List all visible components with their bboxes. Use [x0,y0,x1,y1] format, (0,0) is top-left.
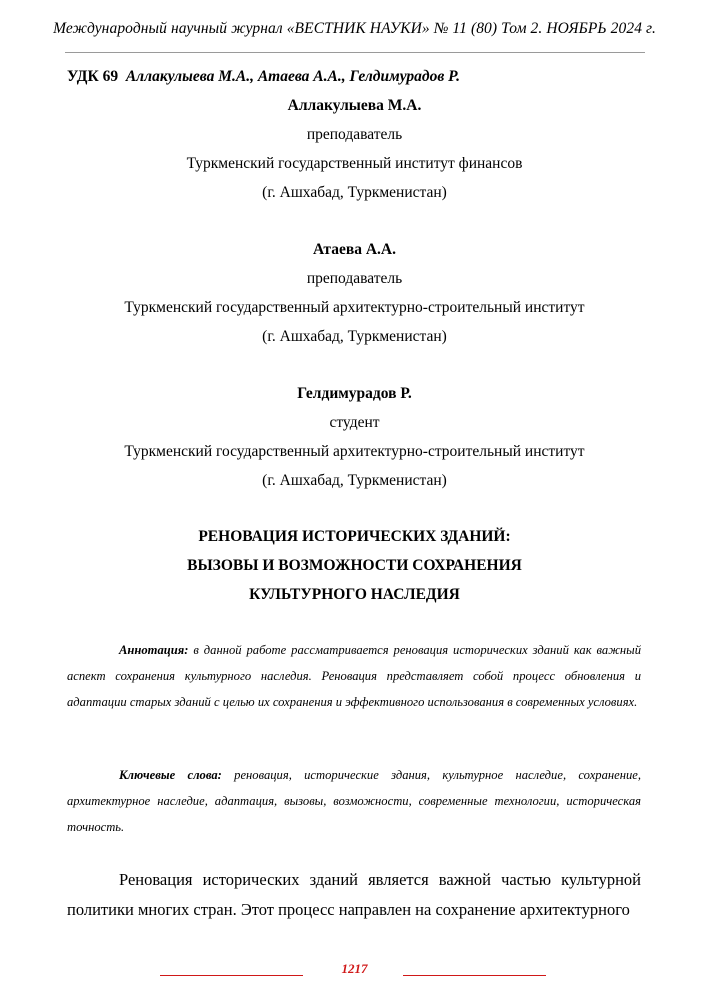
article-title-line: ВЫЗОВЫ И ВОЗМОЖНОСТИ СОХРАНЕНИЯ [187,557,522,574]
udk-line [67,68,460,86]
header-rule [65,52,645,53]
body-paragraph [67,865,641,925]
author-name: Аллакулыева М.А. [287,97,422,114]
author-institution: Туркменский государственный архитектурно-строительный институт [124,299,585,316]
author-position: студент [329,414,380,431]
author-institution: Туркменский государственный архитектурно-строительный институт [124,443,585,460]
abstract-label: Аннотация: [119,643,189,657]
footer-rule-right [403,975,546,976]
udk-authors: Аллакулыева М.А., Атаева А.А., Гелдимурадов Р. [125,68,460,85]
author-name: Атаева А.А. [313,241,396,258]
abstract [67,637,641,715]
author-location: (г. Ашхабад, Туркменистан) [262,184,447,201]
article-title-line: КУЛЬТУРНОГО НАСЛЕДИЯ [249,586,460,603]
author-position: преподаватель [306,126,403,143]
keywords-label: Ключевые слова: [119,768,222,782]
author-position: преподаватель [306,270,403,287]
running-header: Международный научный журнал «ВЕСТНИК НАУКИ» № 11 (80) Том 2. НОЯБРЬ 2024 г. [53,20,656,37]
author-name: Гелдимурадов Р. [297,385,412,402]
author-institution: Туркменский государственный институт финансов [186,155,523,172]
body-paragraph-text: Реновация исторических зданий является важной частью культурной политики многих стран. Этот процесс направлен на сохранение архитектурного [67,870,641,919]
keywords-text: реновация, исторические здания, культурное наследие, сохранение, архитектурное наследие, адаптация, вызовы, возможности, современные технологии, историческая точность. [67,768,641,834]
abstract-text: в данной работе рассматривается реновация исторических зданий как важный аспект сохранения культурного наследия. Реновация представляет собой процесс обновления и адаптации старых зданий с целью их сохранения и эффективного использования в современных условиях. [67,643,641,709]
author-location: (г. Ашхабад, Туркменистан) [262,472,447,489]
article-title-line: РЕНОВАЦИЯ ИСТОРИЧЕСКИХ ЗДАНИЙ: [198,528,511,545]
author-location: (г. Ашхабад, Туркменистан) [262,328,447,345]
keywords [67,762,641,840]
udk-code: УДК 69 [67,68,119,85]
page-number: 1217 [341,961,368,976]
